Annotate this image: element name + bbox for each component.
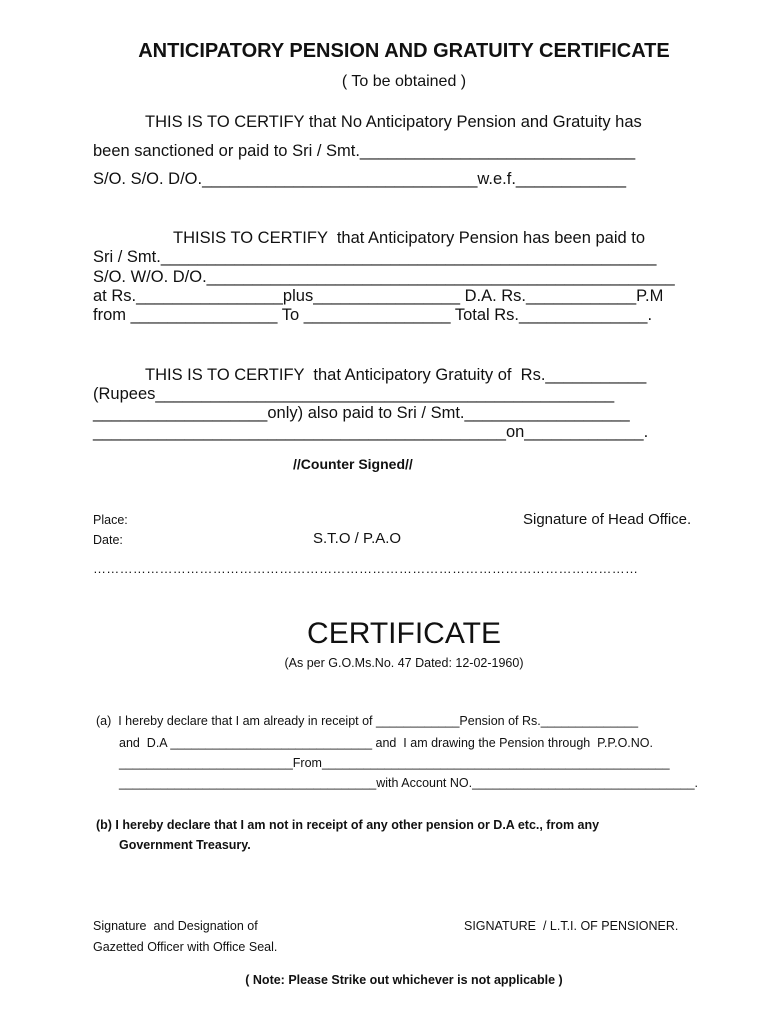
para3-line4: _____________________________________________on_____________. [93,423,649,441]
head-office-signature: Signature of Head Office. [523,511,692,528]
document-subtitle: ( To be obtained ) [341,73,467,90]
para2-line4: at Rs.________________plus________________ D.A. Rs.____________P.M [93,287,664,305]
note-text: ( Note: Please Strike out whichever is not applicable ) [245,973,563,987]
para2-line1: THISIS TO CERTIFY that Anticipatory Pension has been paid to [173,229,646,247]
counter-signed-label: //Counter Signed// [293,456,413,472]
para3-line1: THIS IS TO CERTIFY that Anticipatory Gratuity of Rs.___________ [145,366,647,384]
declaration-a-line2: and D.A _____________________________ and I am drawing the Pension through P.P.O.NO. [119,736,653,750]
certificate-subtitle: (As per G.O.Ms.No. 47 Dated: 12-02-1960) [284,656,524,670]
gazetted-signature-line2: Gazetted Officer with Office Seal. [93,940,278,954]
declaration-b-line2: Government Treasury. [119,838,251,852]
sto-pao-label: S.T.O / P.A.O [313,530,402,547]
para1-line2: been sanctioned or paid to Sri / Smt.______________________________ [93,142,636,160]
para3-line2: (Rupees__________________________________________________ [93,385,615,403]
document-title: ANTICIPATORY PENSION AND GRATUITY CERTIFICATE [138,40,670,62]
para2-line2: Sri / Smt.______________________________________________________ [93,248,657,266]
gazetted-signature-line1: Signature and Designation of [93,919,258,933]
declaration-a-line4: _____________________________________with Account NO.________________________________. [119,776,699,790]
date-label: Date: [93,533,123,547]
para1-line3: S/O. S/O. D/O.______________________________w.e.f.____________ [93,170,627,188]
declaration-a-line3: _________________________From__________________________________________________ [119,756,670,770]
para2-line5: from ________________ To ________________ Total Rs.______________. [93,306,653,324]
para3-line3: ___________________only) also paid to Sri / Smt.__________________ [93,404,630,422]
place-label: Place: [93,513,128,527]
declaration-b-line1: (b) I hereby declare that I am not in receipt of any other pension or D.A etc., from any [96,818,600,832]
separator-dots: …………………………………………………………………………………………………………… [93,561,639,576]
declaration-a-line1: (a) I hereby declare that I am already in receipt of ____________Pension of Rs.______________ [96,714,639,728]
pensioner-signature-label: SIGNATURE / L.T.I. OF PENSIONER. [464,919,679,933]
para2-line3: S/O. W/O. D/O.___________________________________________________ [93,268,675,286]
para1-line1: THIS IS TO CERTIFY that No Anticipatory Pension and Gratuity has [145,113,642,131]
certificate-title: CERTIFICATE [307,617,501,650]
